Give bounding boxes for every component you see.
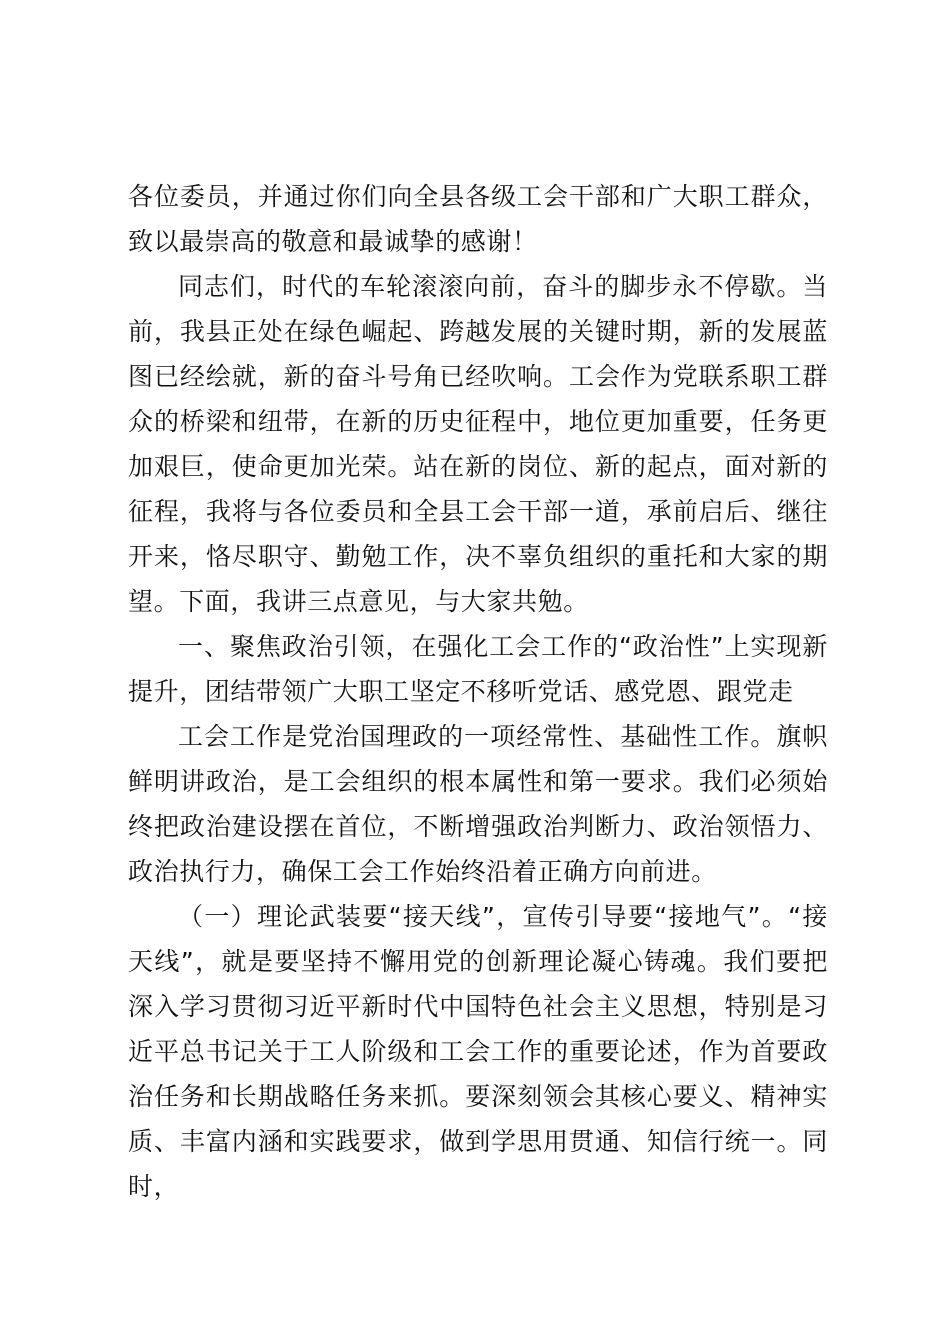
- paragraph-comrades: 同志们，时代的车轮滚滚向前，奋斗的脚步永不停歇。当前，我县正处在绿色崛起、跨越发展的关键时期，新的发展蓝图已经绘就，新的奋斗号角已经吹响。工会作为党联系职工群众的桥梁和纽带，在新的历史征程中，地位更加重要，任务更加艰巨，使命更加光荣。站在新的岗位、新的起点，面对新的征程，我将与各位委员和全县工会干部一道，承前启后、继往开来，恪尽职守、勤勉工作，决不辜负组织的重托和大家的期望。下面，我讲三点意见，与大家共勉。: [128, 272, 828, 616]
- paragraph-union-work: 工会工作是党治国理政的一项经常性、基础性工作。旗帜鲜明讲政治，是工会组织的根本属性和第一要求。我们必须始终把政治建设摆在首位，不断增强政治判断力、政治领悟力、政治执行力，确保工会工作始终沿着正确方向前进。: [128, 722, 828, 886]
- section-heading-one: 一、聚焦政治引领，在强化工会工作的“政治性”上实现新提升，团结带领广大职工坚定不移听党话、感党恩、跟党走: [128, 632, 828, 706]
- document-body: [128, 174, 828, 1209]
- subsection-one: （一）理论武装要“接天线”，宣传引导要“接地气”。“接天线”，就是要坚持不懈用党的创新理论凝心铸魂。我们要把深入学习贯彻习近平新时代中国特色社会主义思想，特别是习近平总书记关于工人阶级和工会工作的重要论述，作为首要政治任务和长期战略任务来抓。要深刻领会其核心要义、精神实质、丰富内涵和实践要求，做到学思用贯通、知信行统一。同时，: [128, 902, 828, 1201]
- paragraph-continuation: 各位委员，并通过你们向全县各级工会干部和广大职工群众，致以最崇高的敬意和最诚挚的感谢！: [128, 182, 828, 256]
